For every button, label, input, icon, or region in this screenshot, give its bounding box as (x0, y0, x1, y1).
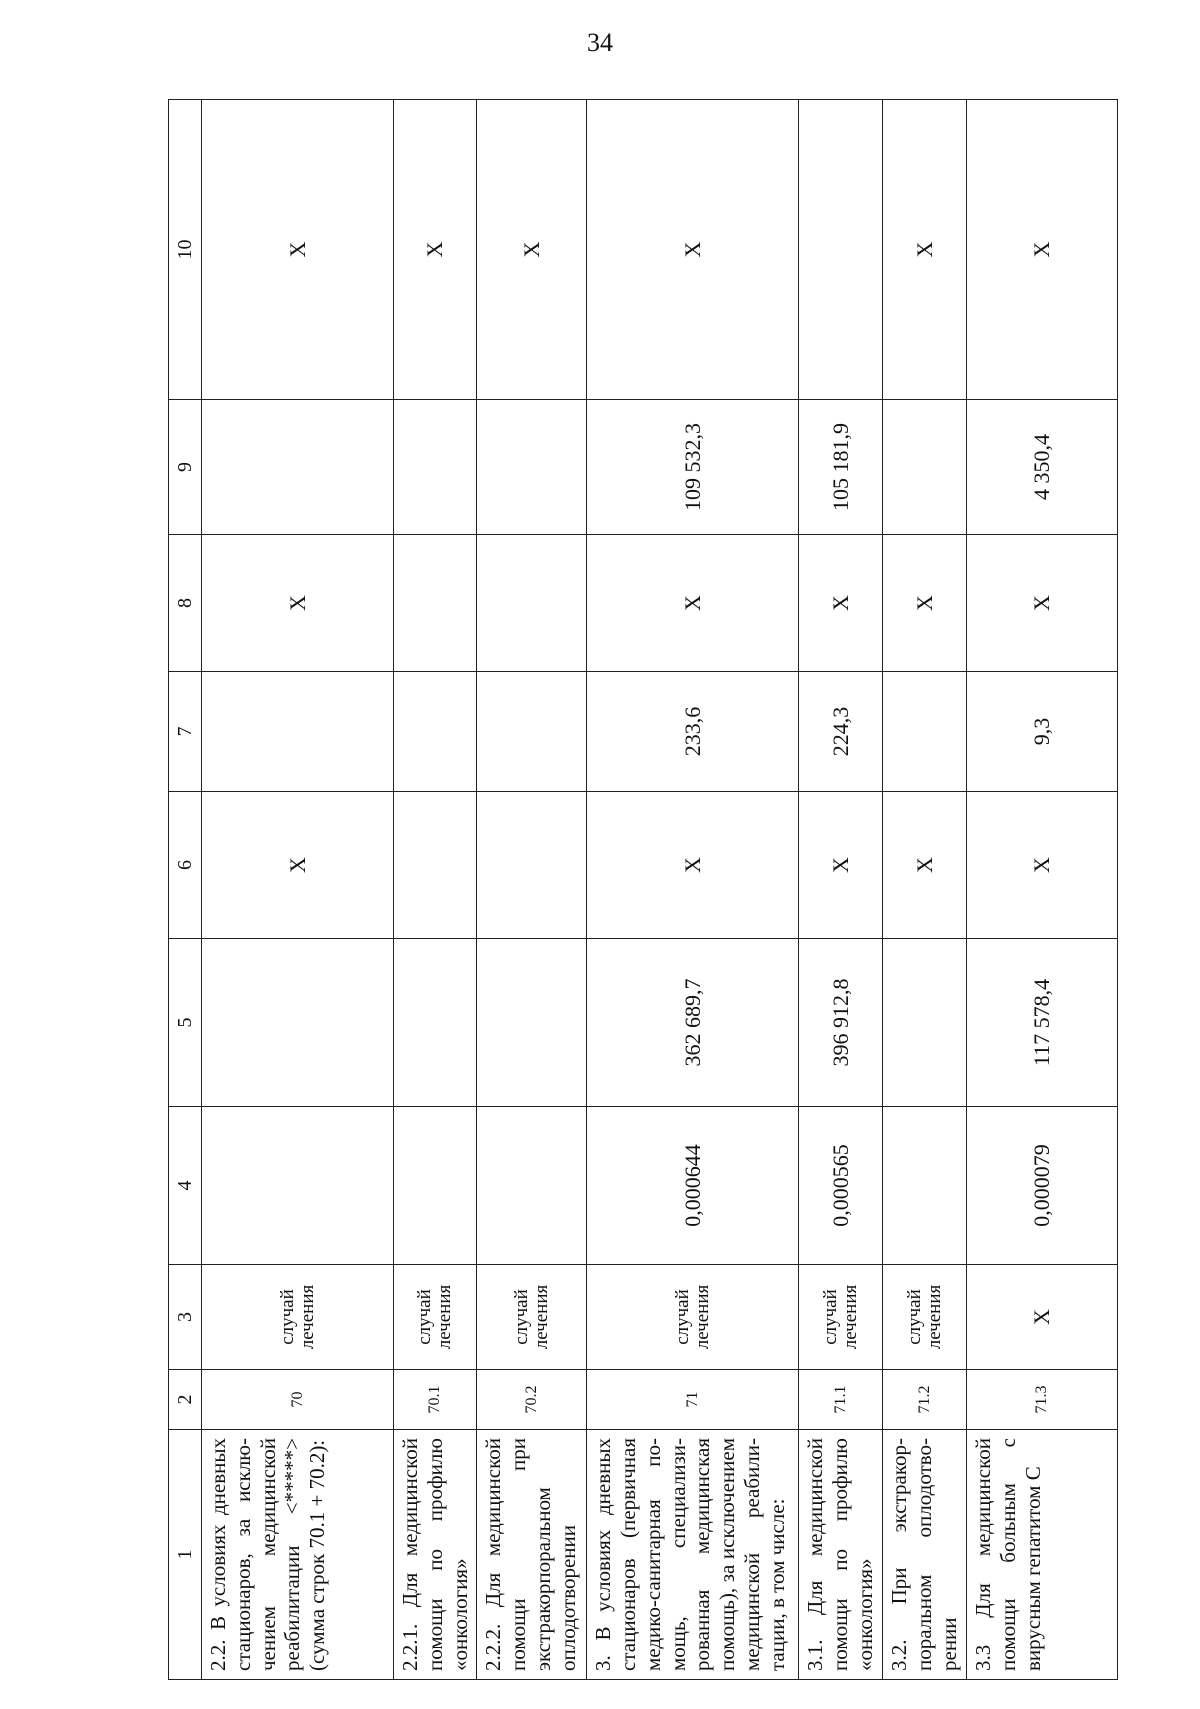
value-cell: 0,000079 (967, 1107, 1118, 1265)
table-row (394, 100, 477, 1680)
value-cell: X (202, 100, 394, 400)
column-header: 5 (169, 939, 202, 1107)
value-cell: 0,000644 (587, 1107, 799, 1265)
row-label: 3.2. При экстракор-поральном оплодотво-рении (883, 1430, 967, 1680)
value-cell: 396 912,8 (799, 939, 883, 1107)
value-cell (477, 400, 587, 535)
value-cell (883, 400, 967, 535)
value-cell: X (967, 792, 1118, 939)
row-number: 71.2 (883, 1370, 967, 1430)
value-cell (883, 672, 967, 792)
value-cell (394, 535, 477, 672)
value-cell: X (587, 792, 799, 939)
row-number: 71.1 (799, 1370, 883, 1430)
unit-cell: случай лечения (799, 1265, 883, 1370)
row-number: 70 (202, 1370, 394, 1430)
value-cell (477, 672, 587, 792)
value-cell (394, 400, 477, 535)
unit-cell: случай лечения (202, 1265, 394, 1370)
row-label: 3.1. Для медицинской помощи по профилю «онкология» (799, 1430, 883, 1680)
value-cell: X (587, 535, 799, 672)
table-row (202, 100, 394, 1680)
value-cell: 4 350,4 (967, 400, 1118, 535)
column-header: 1 (169, 1430, 202, 1680)
value-cell: 0,000565 (799, 1107, 883, 1265)
value-cell: X (799, 792, 883, 939)
column-header: 2 (169, 1370, 202, 1430)
value-cell: 9,3 (967, 672, 1118, 792)
unit-cell: случай лечения (883, 1265, 967, 1370)
column-header: 3 (169, 1265, 202, 1370)
value-cell: X (587, 100, 799, 400)
unit-cell: случай лечения (587, 1265, 799, 1370)
value-cell (883, 939, 967, 1107)
column-header: 10 (169, 100, 202, 400)
value-cell (883, 1107, 967, 1265)
value-cell: X (202, 535, 394, 672)
row-number: 70.2 (477, 1370, 587, 1430)
value-cell (394, 1107, 477, 1265)
value-cell: X (477, 100, 587, 400)
value-cell (477, 535, 587, 672)
rotated-table-wrapper (168, 100, 1118, 1680)
value-cell: 109 532,3 (587, 400, 799, 535)
row-label: 2.2. В условиях дневных стационаров, за исклю-чением медицинской реабилитации <*****> (сумма строк 70.1 + 70.2): (202, 1430, 394, 1680)
data-table (168, 99, 1118, 1680)
table-row (883, 100, 967, 1680)
page-number: 34 (587, 28, 613, 57)
row-label: 3.3 Для медицинской помощи больным с вирусным гепатитом С (967, 1430, 1118, 1680)
value-cell (799, 100, 883, 400)
value-cell: 362 689,7 (587, 939, 799, 1107)
column-header: 8 (169, 535, 202, 672)
value-cell: 224,3 (799, 672, 883, 792)
column-header: 4 (169, 1107, 202, 1265)
value-cell (202, 939, 394, 1107)
row-label: 2.2.2. Для медицинской помощи при экстракорпоральном оплодотворении (477, 1430, 587, 1680)
value-cell: X (394, 100, 477, 400)
rotated-table-box (168, 100, 1118, 1680)
value-cell: X (202, 792, 394, 939)
row-number: 71 (587, 1370, 799, 1430)
value-cell (394, 939, 477, 1107)
value-cell: X (967, 100, 1118, 400)
unit-cell: X (967, 1265, 1118, 1370)
value-cell (394, 792, 477, 939)
table-row (967, 100, 1118, 1680)
table-row (477, 100, 587, 1680)
value-cell: 117 578,4 (967, 939, 1118, 1107)
value-cell: X (883, 535, 967, 672)
value-cell (477, 1107, 587, 1265)
column-header: 9 (169, 400, 202, 535)
value-cell (477, 939, 587, 1107)
value-cell (202, 400, 394, 535)
unit-cell: случай лечения (477, 1265, 587, 1370)
table-row (587, 100, 799, 1680)
value-cell (202, 672, 394, 792)
value-cell (202, 1107, 394, 1265)
value-cell: X (799, 535, 883, 672)
header-row (169, 100, 202, 1680)
value-cell: X (967, 535, 1118, 672)
column-header: 6 (169, 792, 202, 939)
value-cell: X (883, 100, 967, 400)
value-cell (394, 672, 477, 792)
row-number: 70.1 (394, 1370, 477, 1430)
row-label: 3. В условиях дневных стационаров (первичная медико-санитарная по-мощь, специализи-рованная медицинская помощь), за исключением медицинской реабили-тации, в том числе: (587, 1430, 799, 1680)
value-cell (477, 792, 587, 939)
value-cell: 105 181,9 (799, 400, 883, 535)
unit-cell: случай лечения (394, 1265, 477, 1370)
value-cell: 233,6 (587, 672, 799, 792)
value-cell: X (883, 792, 967, 939)
table-row (799, 100, 883, 1680)
row-number: 71.3 (967, 1370, 1118, 1430)
column-header: 7 (169, 672, 202, 792)
row-label: 2.2.1. Для медицинской помощи по профилю «онкология» (394, 1430, 477, 1680)
